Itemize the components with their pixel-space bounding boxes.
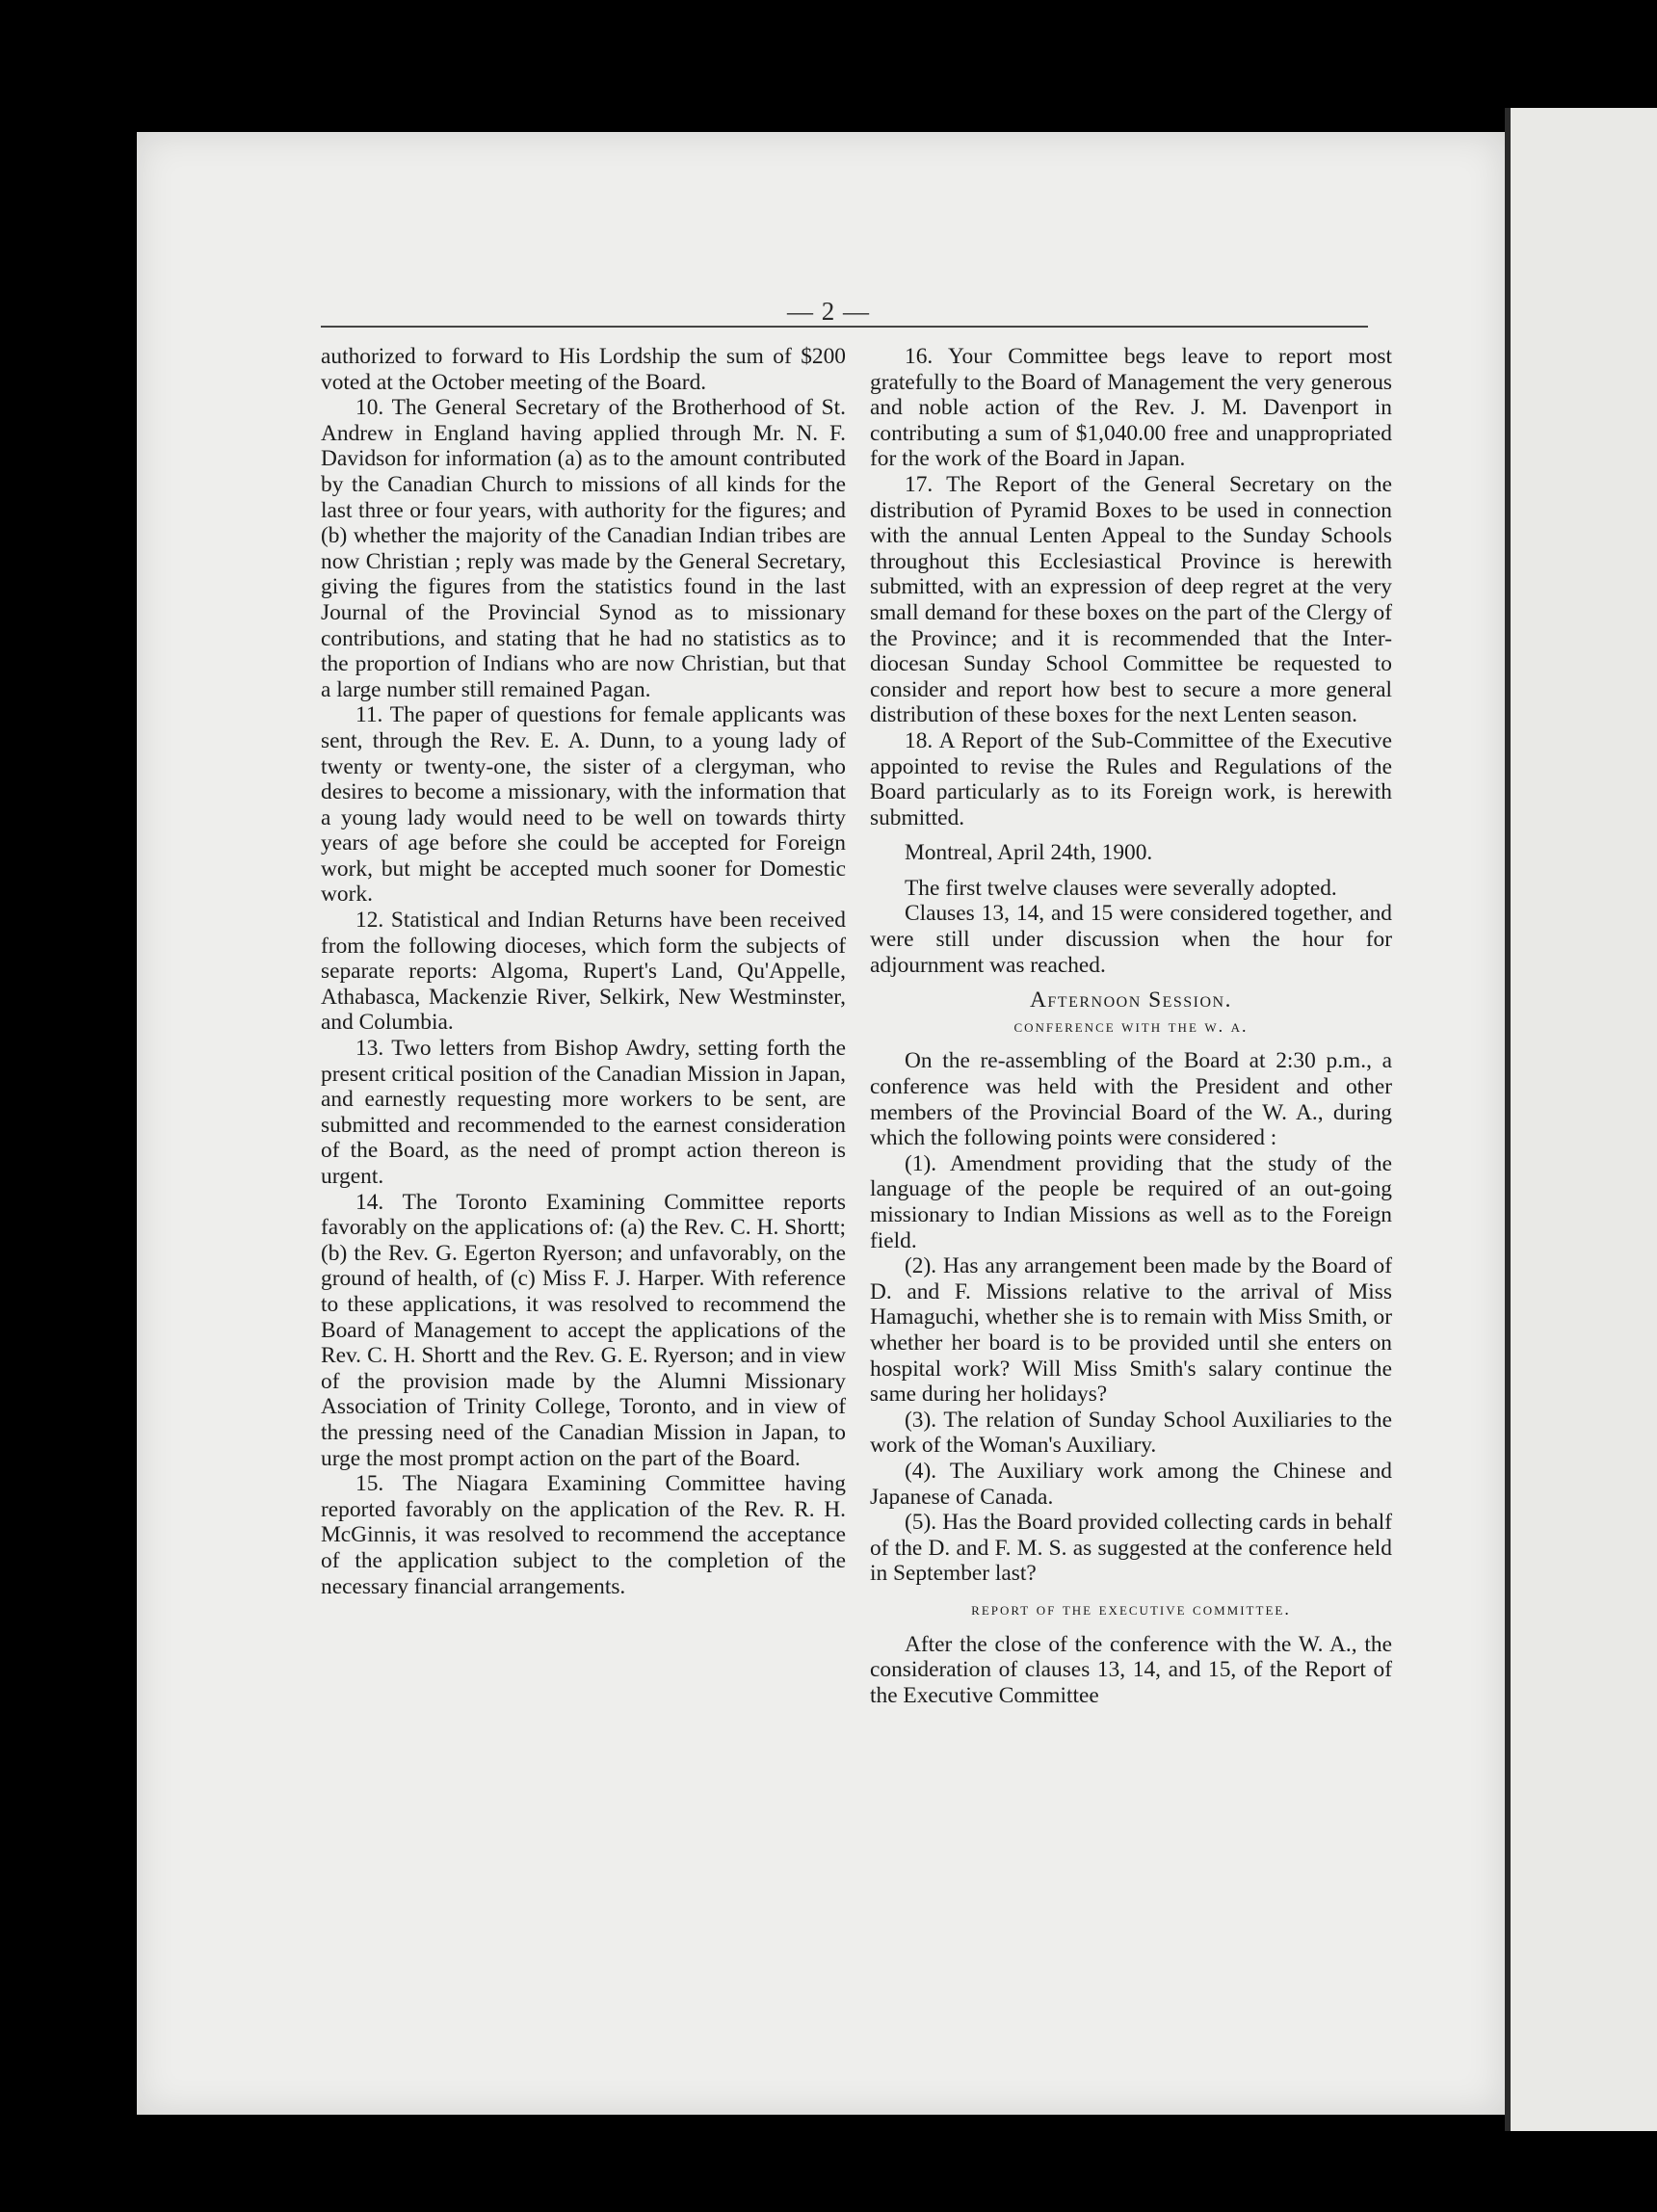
paragraph: 15. The Niagara Examining Committee having reported favorably on the application of the Rev. R. H. McGinnis, it was resolved to recommend the acceptance of the application subject to the completion of the necessary financial arrangements. <box>321 1471 846 1599</box>
paragraph: (5). Has the Board provided collecting cards in behalf of the D. and F. M. S. as suggested at the conference held in September last? <box>870 1510 1392 1587</box>
adjacent-page-edge <box>1505 108 1657 2131</box>
paragraph: (1). Amendment providing that the study of the language of the people be required of an out-going missionary to Indian Missions as well as to the Foreign field. <box>870 1150 1392 1253</box>
paragraph: 18. A Report of the Sub-Committee of the Executive appointed to revise the Rules and Regulations of the Board particularly as to its Foreign work, is herewith submitted. <box>870 727 1392 830</box>
paragraph: The first twelve clauses were severally adopted. <box>905 875 1337 901</box>
paragraph: (4). The Auxiliary work among the Chinese and Japanese of Canada. <box>870 1458 1392 1510</box>
date-line: Montreal, April 24th, 1900. <box>905 840 1153 866</box>
paragraph-group-a <box>870 344 1392 830</box>
executive-committee-heading: report of the executive committee. <box>971 1598 1291 1619</box>
paragraph: (2). Has any arrangement been made by the Board of D. and F. Missions relative to the arrival of Miss Hamaguchi, whether she is to remain with Miss Smith, or whether her board is to be provided until she enters on hospital work? Will Miss Smith's salary continue the same during her holidays? <box>870 1253 1392 1408</box>
paragraph: 14. The Toronto Examining Committee reports favorably on the applications of: (a) the Rev. C. H. Shortt; (b) the Rev. G. Egerton Ryerson; and unfavorably, on the ground of health, of (c) Miss F. J. Harper. With reference to these applications, it was resolved to recommend the Board of Management to accept the applications of the Rev. C. H. Shortt and the Rev. G. E. Ryerson; and in view of the provision made by the Alumni Missionary Association of Trinity College, Toronto, and in view of the pressing need of the Canadian Mission in Japan, to urge the most prompt action on the part of the Board. <box>321 1189 846 1471</box>
paragraph: 12. Statistical and Indian Returns have been received from the following dioceses, which form the subjects of separate reports: Algoma, Rupert's Land, Qu'Appelle, Athabasca, Mackenzie River, Selkirk, New Westminster, and Columbia. <box>321 908 846 1036</box>
paragraph: 10. The General Secretary of the Brotherhood of St. Andrew in England having applied through Mr. N. F. Davidson for information (a) as to the amount contributed by the Canadian Church to missions of all kinds for the last three or four years, with authority for the figures; and (b) whether the majority of the Canadian Indian tribes are now Christian ; reply was made by the General Secretary, giving the figures from the statistics found in the last Journal of the Provincial Synod as to missionary contributions, and stating that he had no statistics as to the proportion of Indians who are now Christian, but that a large number still remained Pagan. <box>321 395 846 702</box>
paragraph-group-c <box>870 1048 1392 1586</box>
right-column <box>870 344 1392 1708</box>
paragraph: 13. Two letters from Bishop Awdry, setting forth the present critical position of the Canadian Mission in Japan, and earnestly requesting more workers to be sent, are submitted and recommended to the earnest consideration of the Board, as the need of prompt action thereon is urgent. <box>321 1036 846 1189</box>
paragraph: Clauses 13, 14, and 15 were considered together, and were still under discussion when the hour for adjournment was reached. <box>870 901 1392 978</box>
header-rule <box>321 326 1368 328</box>
page-number: — 2 — <box>787 297 870 326</box>
paragraph: (3). The relation of Sunday School Auxiliaries to the work of the Woman's Auxiliary. <box>870 1407 1392 1459</box>
paragraph: 11. The paper of questions for female applicants was sent, through the Rev. E. A. Dunn, to a young lady of twenty or twenty-one, the sister of a clergyman, who desires to become a missionary, with the information that a young lady would need to be well on towards thirty years of age before she could be accepted for Foreign work, but might be accepted much sooner for Domestic work. <box>321 702 846 908</box>
paragraph: On the re-assembling of the Board at 2:30 p.m., a conference was held with the President and other members of the Provincial Board of the W. A., during which the following points were considered : <box>870 1048 1392 1151</box>
afternoon-session-heading: Afternoon Session. <box>1030 988 1232 1014</box>
conference-heading: conference with the w. a. <box>1013 1015 1249 1036</box>
left-column <box>321 344 846 1599</box>
paragraph: 16. Your Committee begs leave to report most gratefully to the Board of Management the very generous and noble action of the Rev. J. M. Davenport in contributing a sum of $1,040.00 free and unappropriated for the work of the Board in Japan. <box>870 344 1392 472</box>
paragraph: After the close of the conference with the W. A., the consideration of clauses 13, 14, and 15, of the Report of the Executive Committee <box>870 1631 1392 1708</box>
paragraph: authorized to forward to His Lordship the sum of $200 voted at the October meeting of the Board. <box>321 344 846 395</box>
paragraph-group-d <box>870 1632 1392 1709</box>
paragraph: 17. The Report of the General Secretary on the distribution of Pyramid Boxes to be used in connection with the annual Lenten Appeal to the Sunday Schools throughout this Ecclesiastical Province is herewith submitted, with an expression of deep regret at the very small demand for these boxes on the part of the Clergy of the Province; and it is recommended that the Inter-diocesan Sunday School Committee be requested to consider and report how best to secure a more general distribution of these boxes for the next Lenten season. <box>870 471 1392 728</box>
paragraph-group-b <box>870 876 1392 978</box>
